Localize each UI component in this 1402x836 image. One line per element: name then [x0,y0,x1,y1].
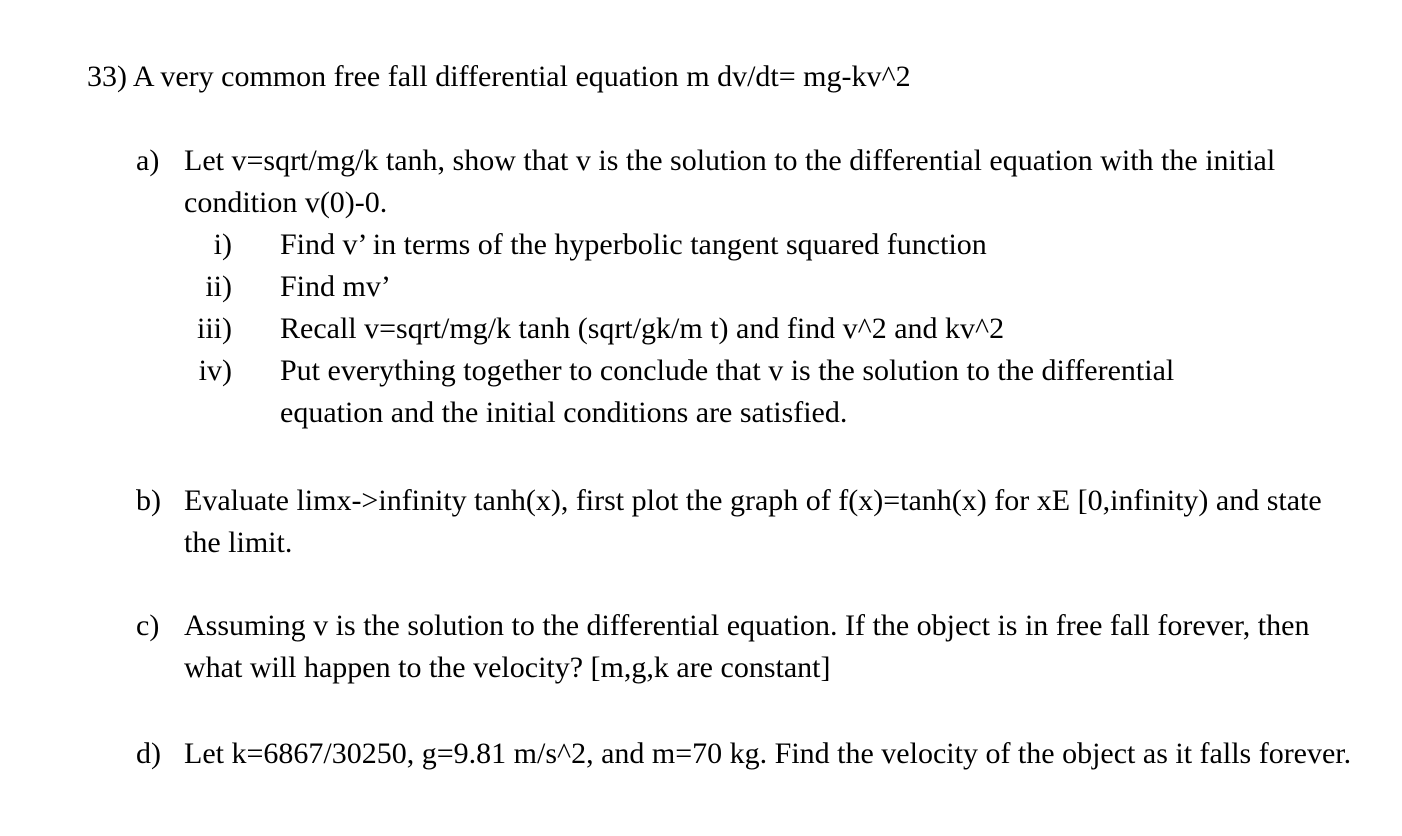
part-d [136,733,1356,775]
subpart-i-text: Find v’ in terms of the hyperbolic tangent squared function [280,228,987,261]
subpart-iii-marker: iii) [197,312,232,345]
part-c-marker: c) [136,609,160,642]
subpart-ii [136,266,1356,308]
subpart-ii-text: Find mv’ [280,270,391,303]
part-d-text: Let k=6867/30250, g=9.81 m/s^2, and m=70 kg. Find the velocity of the object as it falls forever. [184,737,1352,770]
part-d-marker: d) [136,737,161,770]
subpart-iv-text: Put everything together to conclude that v is the solution to the differential equation and the initial conditions are satisfied. [280,354,1175,429]
part-b-marker: b) [136,484,161,517]
subpart-iv-marker: iv) [198,354,232,387]
subpart-iii-text: Recall v=sqrt/mg/k tanh (sqrt/gk/m t) and find v^2 and kv^2 [280,312,1005,345]
part-a-marker: a) [136,144,160,177]
part-c-text: Assuming v is the solution to the differential equation. If the object is in free fall forever, then what will happen to the velocity? [m,g,k are constant] [184,609,1310,684]
subpart-i-marker: i) [213,228,232,261]
subpart-iv [136,350,1356,434]
question-title: 33) A very common free fall differential equation m dv/dt= mg-kv^2 [87,60,911,93]
part-b [136,480,1356,564]
part-a-text: Let v=sqrt/mg/k tanh, show that v is the solution to the differential equation with the initial condition v(0)-0. [184,144,1276,219]
part-c [136,605,1356,689]
part-a [136,140,1356,224]
part-b-text: Evaluate limx->infinity tanh(x), first plot the graph of f(x)=tanh(x) for xE [0,infinity) and state the limit. [184,484,1322,559]
subpart-iii [136,308,1356,350]
subpart-i [136,224,1356,266]
part-a-subparts [136,224,1356,434]
subpart-ii-marker: ii) [205,270,232,303]
